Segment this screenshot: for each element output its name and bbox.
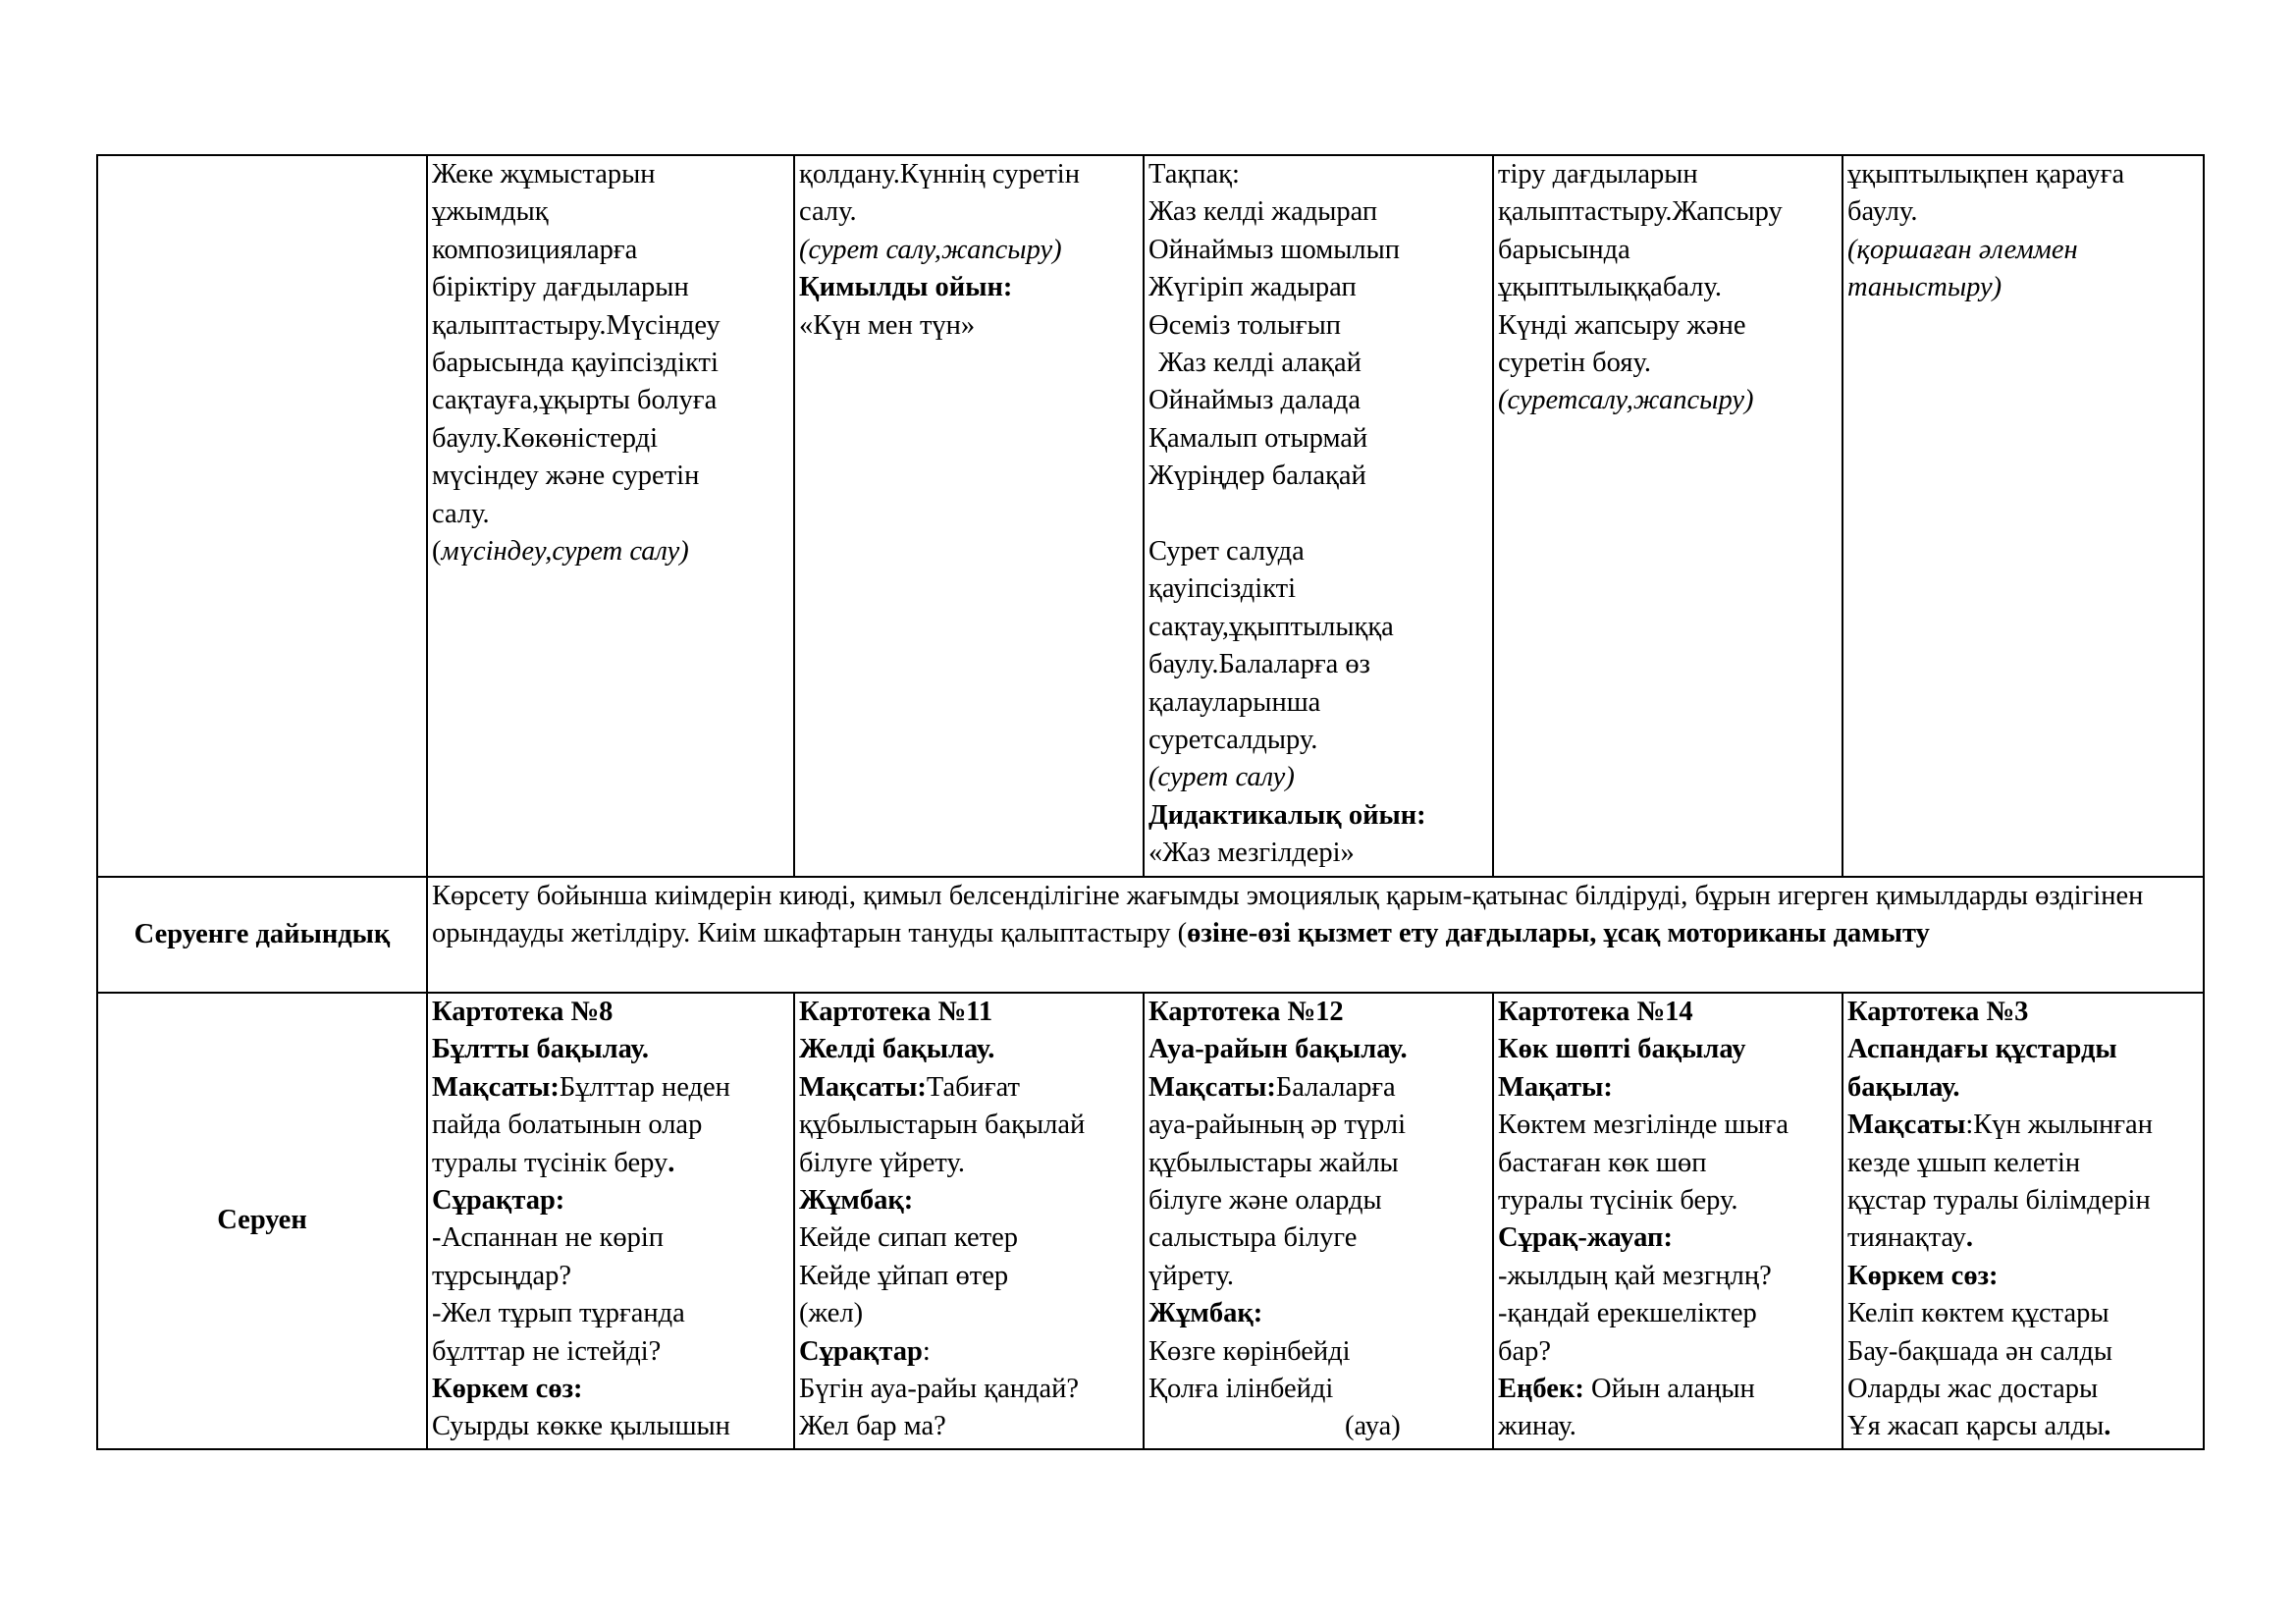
text-segment: Көктем мезгілінде шыға — [1498, 1110, 1789, 1141]
text-line: суретсалдыру. — [1148, 725, 1318, 756]
prep-text-bold: өзіне-өзі қызмет ету дағдылары, ұсақ моториканы дамыту — [1187, 918, 1930, 949]
weekly-plan-table — [96, 154, 2205, 1450]
text-line: баулу.Балаларға өз — [1148, 649, 1370, 680]
text-segment: туралы түсінік беру — [432, 1147, 668, 1178]
text-line: композицияларға — [432, 234, 638, 265]
text-segment: -қандай ерекшеліктер — [1498, 1298, 1757, 1329]
text-line: Жеке жұмыстарын — [432, 159, 656, 189]
bold-text: . — [667, 1147, 675, 1178]
text-segment: білуге және оларды — [1148, 1185, 1382, 1217]
text-line — [1498, 1408, 1838, 1445]
text-line — [1148, 1333, 1488, 1371]
text-line: Ойнаймыз шомылып — [1148, 234, 1401, 265]
text-line — [432, 1182, 789, 1219]
text-line — [432, 1295, 789, 1332]
text-line — [1847, 1258, 2199, 1295]
text-line: (сурет салу,жапсыру) — [799, 234, 1062, 265]
row-label-empty — [97, 155, 427, 877]
text-line: баулу. — [1847, 196, 1918, 228]
text-segment: ауа-райының әр түрлі — [1148, 1110, 1407, 1141]
cell-row1-col4 — [1493, 155, 1842, 877]
text-line: ұқыптылыққабалу. — [1498, 272, 1722, 303]
text-segment: Бүгін ауа-райы қандай? — [799, 1374, 1080, 1405]
text-segment: Көзге көрінбейді — [1148, 1335, 1351, 1367]
text-line: Жаз келді алақай — [1158, 348, 1362, 379]
text-segment: Суырды көкке қылышын — [432, 1411, 730, 1442]
cell-walk-col5 — [1842, 993, 2204, 1449]
text-line: баулу.Көкөністерді — [432, 422, 659, 454]
text-segment: Кейде сипап кетер — [799, 1222, 1019, 1254]
text-line — [1148, 1258, 1488, 1295]
text-line: (қоршаған әлеммен — [1847, 234, 2078, 265]
bold-text: Картотека №3 — [1847, 997, 2029, 1027]
text-segment: тұрсыңдар? — [432, 1260, 572, 1291]
bold-text: Мақсаты: — [432, 1071, 560, 1103]
text-line — [1498, 1333, 1838, 1371]
text-segment: Табиғат — [926, 1071, 1020, 1103]
prep-text-plain: Көрсету бойынша киімдерін киюді, қимыл белсенділігіне жағымды эмоциялық қарым-қатынас білдіруді, бұрын игерген қимылдарды өздігінен орындауды жетілдіру. Киім шкафтарын тануды қалыптастыру ( — [432, 881, 2144, 949]
text-line — [799, 1258, 1139, 1295]
text-line — [432, 1408, 789, 1445]
text-segment: құбылыстары жайлы — [1148, 1147, 1399, 1178]
table-row-activities — [97, 155, 2204, 877]
text-line — [1498, 1219, 1838, 1257]
bold-text: . — [2104, 1411, 2111, 1442]
text-line: қалауларынша — [1148, 686, 1321, 718]
text-line: Өсеміз толығып — [1148, 309, 1341, 341]
text-line — [1847, 1145, 2199, 1182]
text-line: Жаз келді жадырап — [1148, 196, 1378, 228]
cell-row1-col5 — [1842, 155, 2204, 877]
text-line — [432, 1333, 789, 1371]
table-row-walk-preparation — [97, 877, 2204, 993]
text-line — [1847, 1107, 2199, 1144]
bold-text: Картотека №14 — [1498, 997, 1693, 1027]
bold-text: Сұрақтар: — [432, 1185, 565, 1217]
activity-type-italic: мүсіндеу,сурет салу) — [441, 536, 689, 568]
text-segment: Бұлттар неден — [559, 1071, 730, 1103]
text-line — [1148, 1371, 1488, 1408]
text-line — [1498, 1069, 1838, 1107]
text-line — [432, 1371, 789, 1408]
row-label-walk: Серуен — [97, 993, 427, 1449]
text-line — [1148, 1182, 1488, 1219]
text-line: сақтау,ұқыптылыққа — [1148, 611, 1394, 642]
bold-text: Сұрақ-жауап: — [1498, 1222, 1673, 1254]
text-line — [1148, 1069, 1488, 1107]
text-segment: Бау-бақшада ән салды — [1847, 1335, 2112, 1367]
bold-text: Ауа-райын бақылау. — [1148, 1034, 1408, 1065]
text-segment: Жел бар ма? — [799, 1411, 946, 1442]
text-line — [799, 1371, 1139, 1408]
text-segment: Аспаннан не көріп — [441, 1222, 664, 1254]
text-line: Жүгіріп жадырап — [1148, 272, 1357, 303]
text-line: Тақпақ: — [1148, 159, 1240, 189]
text-line: сақтауға,ұқырты болуға — [432, 385, 718, 416]
text-segment: Кейде ұйпап өтер — [799, 1260, 1009, 1291]
text-segment: Ойын алаңын — [1583, 1374, 1755, 1405]
text-line — [1498, 994, 1838, 1031]
bold-text: Картотека №12 — [1148, 997, 1344, 1027]
text-line — [1847, 1295, 2199, 1332]
text-line: Сурет салуда — [1148, 536, 1305, 568]
cell-walk-col4 — [1493, 993, 1842, 1449]
text-line — [432, 994, 789, 1031]
text-line — [1498, 1145, 1838, 1182]
cell-walk-col3 — [1144, 993, 1493, 1449]
text-segment: :Күн жылынған — [1965, 1110, 2153, 1141]
text-segment: пайда болатынын олар — [432, 1110, 703, 1141]
text-line: Ойнаймыз далада — [1148, 385, 1361, 416]
bold-text: Бұлтты бақылау. — [432, 1034, 649, 1065]
text-segment: білуге үйрету. — [799, 1147, 965, 1178]
text-line: (суретсалу,жапсыру) — [1498, 385, 1754, 416]
cell-row1-col1-lines — [432, 156, 789, 533]
text-line: тіру дағдыларын — [1498, 159, 1698, 189]
text-segment: -жылдың қай мезгңлң? — [1498, 1260, 1772, 1291]
bold-text: Көк шөпті бақылау — [1498, 1034, 1746, 1065]
text-line — [1498, 1258, 1838, 1295]
text-line — [799, 1069, 1139, 1107]
bold-text: Картотека №8 — [432, 997, 614, 1027]
bold-text: бақылау. — [1847, 1071, 1960, 1103]
text-line — [1847, 1371, 2199, 1408]
text-line — [1498, 1371, 1838, 1408]
text-segment: салыстыра білуге — [1148, 1222, 1358, 1254]
text-line — [432, 1031, 789, 1068]
bold-text: Желді бақылау. — [799, 1034, 995, 1065]
bold-text: Көркем сөз: — [432, 1374, 583, 1405]
cell-row1-col2 — [794, 155, 1144, 877]
text-line — [1148, 1107, 1488, 1144]
text-segment: бар? — [1498, 1335, 1552, 1367]
text-line: Дидактикалық ойын: — [1148, 799, 1426, 831]
table-row-walk — [97, 993, 2204, 1449]
bold-text: - — [432, 1222, 442, 1254]
cell-row1-col1 — [427, 155, 794, 877]
text-line — [1498, 1107, 1838, 1144]
text-line: «Күн мен түн» — [799, 309, 976, 341]
text-line — [1498, 1031, 1838, 1068]
bold-text: . — [1965, 1222, 1973, 1254]
text-line — [432, 1069, 789, 1107]
text-line — [799, 1295, 1139, 1332]
text-line — [1498, 1182, 1838, 1219]
text-line — [1148, 1295, 1488, 1332]
text-segment: Келіп көктем құстары — [1847, 1298, 2109, 1329]
text-segment: кезде ұшып келетін — [1847, 1147, 2081, 1178]
text-line: «Жаз мезгілдері» — [1148, 838, 1355, 869]
text-line: суретін бояу. — [1498, 348, 1652, 379]
text-line: салу. — [432, 498, 490, 529]
cell-walk-preparation-text — [427, 877, 2204, 993]
text-line — [1847, 1333, 2199, 1371]
text-segment: үйрету. — [1148, 1260, 1235, 1291]
text-line — [799, 1107, 1139, 1144]
bold-text: Еңбек: — [1498, 1374, 1584, 1405]
text-line — [1148, 496, 1488, 533]
text-line: барысында қауіпсіздікті — [432, 348, 719, 379]
bold-text: Жұмбақ: — [1148, 1298, 1263, 1329]
text-line — [1148, 1219, 1488, 1257]
text-line — [1847, 1069, 2199, 1107]
text-line — [1847, 994, 2199, 1031]
text-line: салу. — [799, 196, 857, 228]
row-label-walk-preparation: Серуенге дайындық — [97, 877, 427, 993]
text-line — [1847, 1182, 2199, 1219]
text-line — [799, 1219, 1139, 1257]
text-line — [1498, 1295, 1838, 1332]
text-line — [432, 1219, 789, 1257]
text-line — [432, 1258, 789, 1295]
text-segment: құстар туралы білімдерін — [1847, 1185, 2151, 1217]
text-line — [1148, 1145, 1488, 1182]
text-line: біріктіру дағдыларын — [432, 272, 689, 303]
bold-text: Мақаты: — [1498, 1071, 1613, 1103]
text-line: Қимылды ойын: — [799, 272, 1013, 303]
cell-row1-col1-italic-line — [432, 533, 789, 570]
text-segment: Қолға ілінбейді — [1148, 1374, 1334, 1405]
text-line — [1148, 1031, 1488, 1068]
text-line — [1847, 1408, 2199, 1445]
text-line: Қамалып отырмай — [1148, 422, 1368, 454]
text-segment: тиянақтау — [1847, 1222, 1966, 1254]
text-line: барысында — [1498, 234, 1630, 265]
bold-text: Мақсаты — [1847, 1110, 1966, 1141]
text-segment: бұлттар не істейді? — [432, 1335, 662, 1367]
text-segment: туралы түсінік беру. — [1498, 1185, 1738, 1217]
bold-text: Мақсаты: — [1148, 1071, 1276, 1103]
bold-text: Картотека №11 — [799, 997, 993, 1027]
cell-walk-col1 — [427, 993, 794, 1449]
text-segment: құбылыстарын бақылай — [799, 1110, 1086, 1141]
text-line — [1847, 1031, 2199, 1068]
text-segment: бастаған көк шөп — [1498, 1147, 1707, 1178]
text-line: (сурет салу) — [1148, 762, 1295, 793]
text-segment: жинау. — [1498, 1411, 1576, 1442]
text-line — [799, 1408, 1139, 1445]
bold-text: Мақсаты: — [799, 1071, 927, 1103]
text-line — [799, 994, 1139, 1031]
text-line: ұжымдық — [432, 196, 549, 228]
text-line — [1148, 994, 1488, 1031]
text-segment: Балаларға — [1275, 1071, 1396, 1103]
text-segment: Оларды жас достары — [1847, 1374, 2099, 1405]
text-segment: (ауа) — [1345, 1411, 1401, 1442]
text-line — [799, 1333, 1139, 1371]
text-line: мүсіндеу және суретін — [432, 460, 700, 492]
bold-text: Жұмбақ: — [799, 1185, 914, 1217]
text-segment: (жел) — [799, 1298, 864, 1329]
text-segment: : — [922, 1335, 931, 1367]
text-line: Жүріңдер балақай — [1148, 460, 1366, 492]
text-segment: -Жел тұрып тұрғанда — [432, 1298, 685, 1329]
text-line — [1847, 1219, 2199, 1257]
text-line — [432, 1107, 789, 1144]
text-line: қолдану.Күннің суретін — [799, 159, 1080, 189]
bold-text: Көркем сөз: — [1847, 1260, 1999, 1291]
text-line — [799, 1145, 1139, 1182]
text-line — [432, 1145, 789, 1182]
cell-row1-col3 — [1144, 155, 1493, 877]
text-line: таныстыру) — [1847, 272, 2002, 303]
cell-walk-col2 — [794, 993, 1144, 1449]
text-line: қалыптастыру.Жапсыру — [1498, 196, 1783, 228]
text-segment: Ұя жасап қарсы алды — [1847, 1411, 2105, 1442]
text-line: қалыптастыру.Мүсіндеу — [432, 309, 721, 341]
text-line — [1148, 1408, 1488, 1445]
text-line: ұқыптылықпен қарауға — [1847, 159, 2125, 189]
text-line: қауіпсіздікті — [1148, 573, 1297, 605]
bold-text: Сұрақтар — [799, 1335, 923, 1367]
text-line: Күнді жапсыру және — [1498, 309, 1746, 341]
text-line — [799, 1031, 1139, 1068]
text-line — [799, 1182, 1139, 1219]
bold-text: Аспандағы құстарды — [1847, 1034, 2117, 1065]
paren-open: ( — [432, 536, 442, 568]
